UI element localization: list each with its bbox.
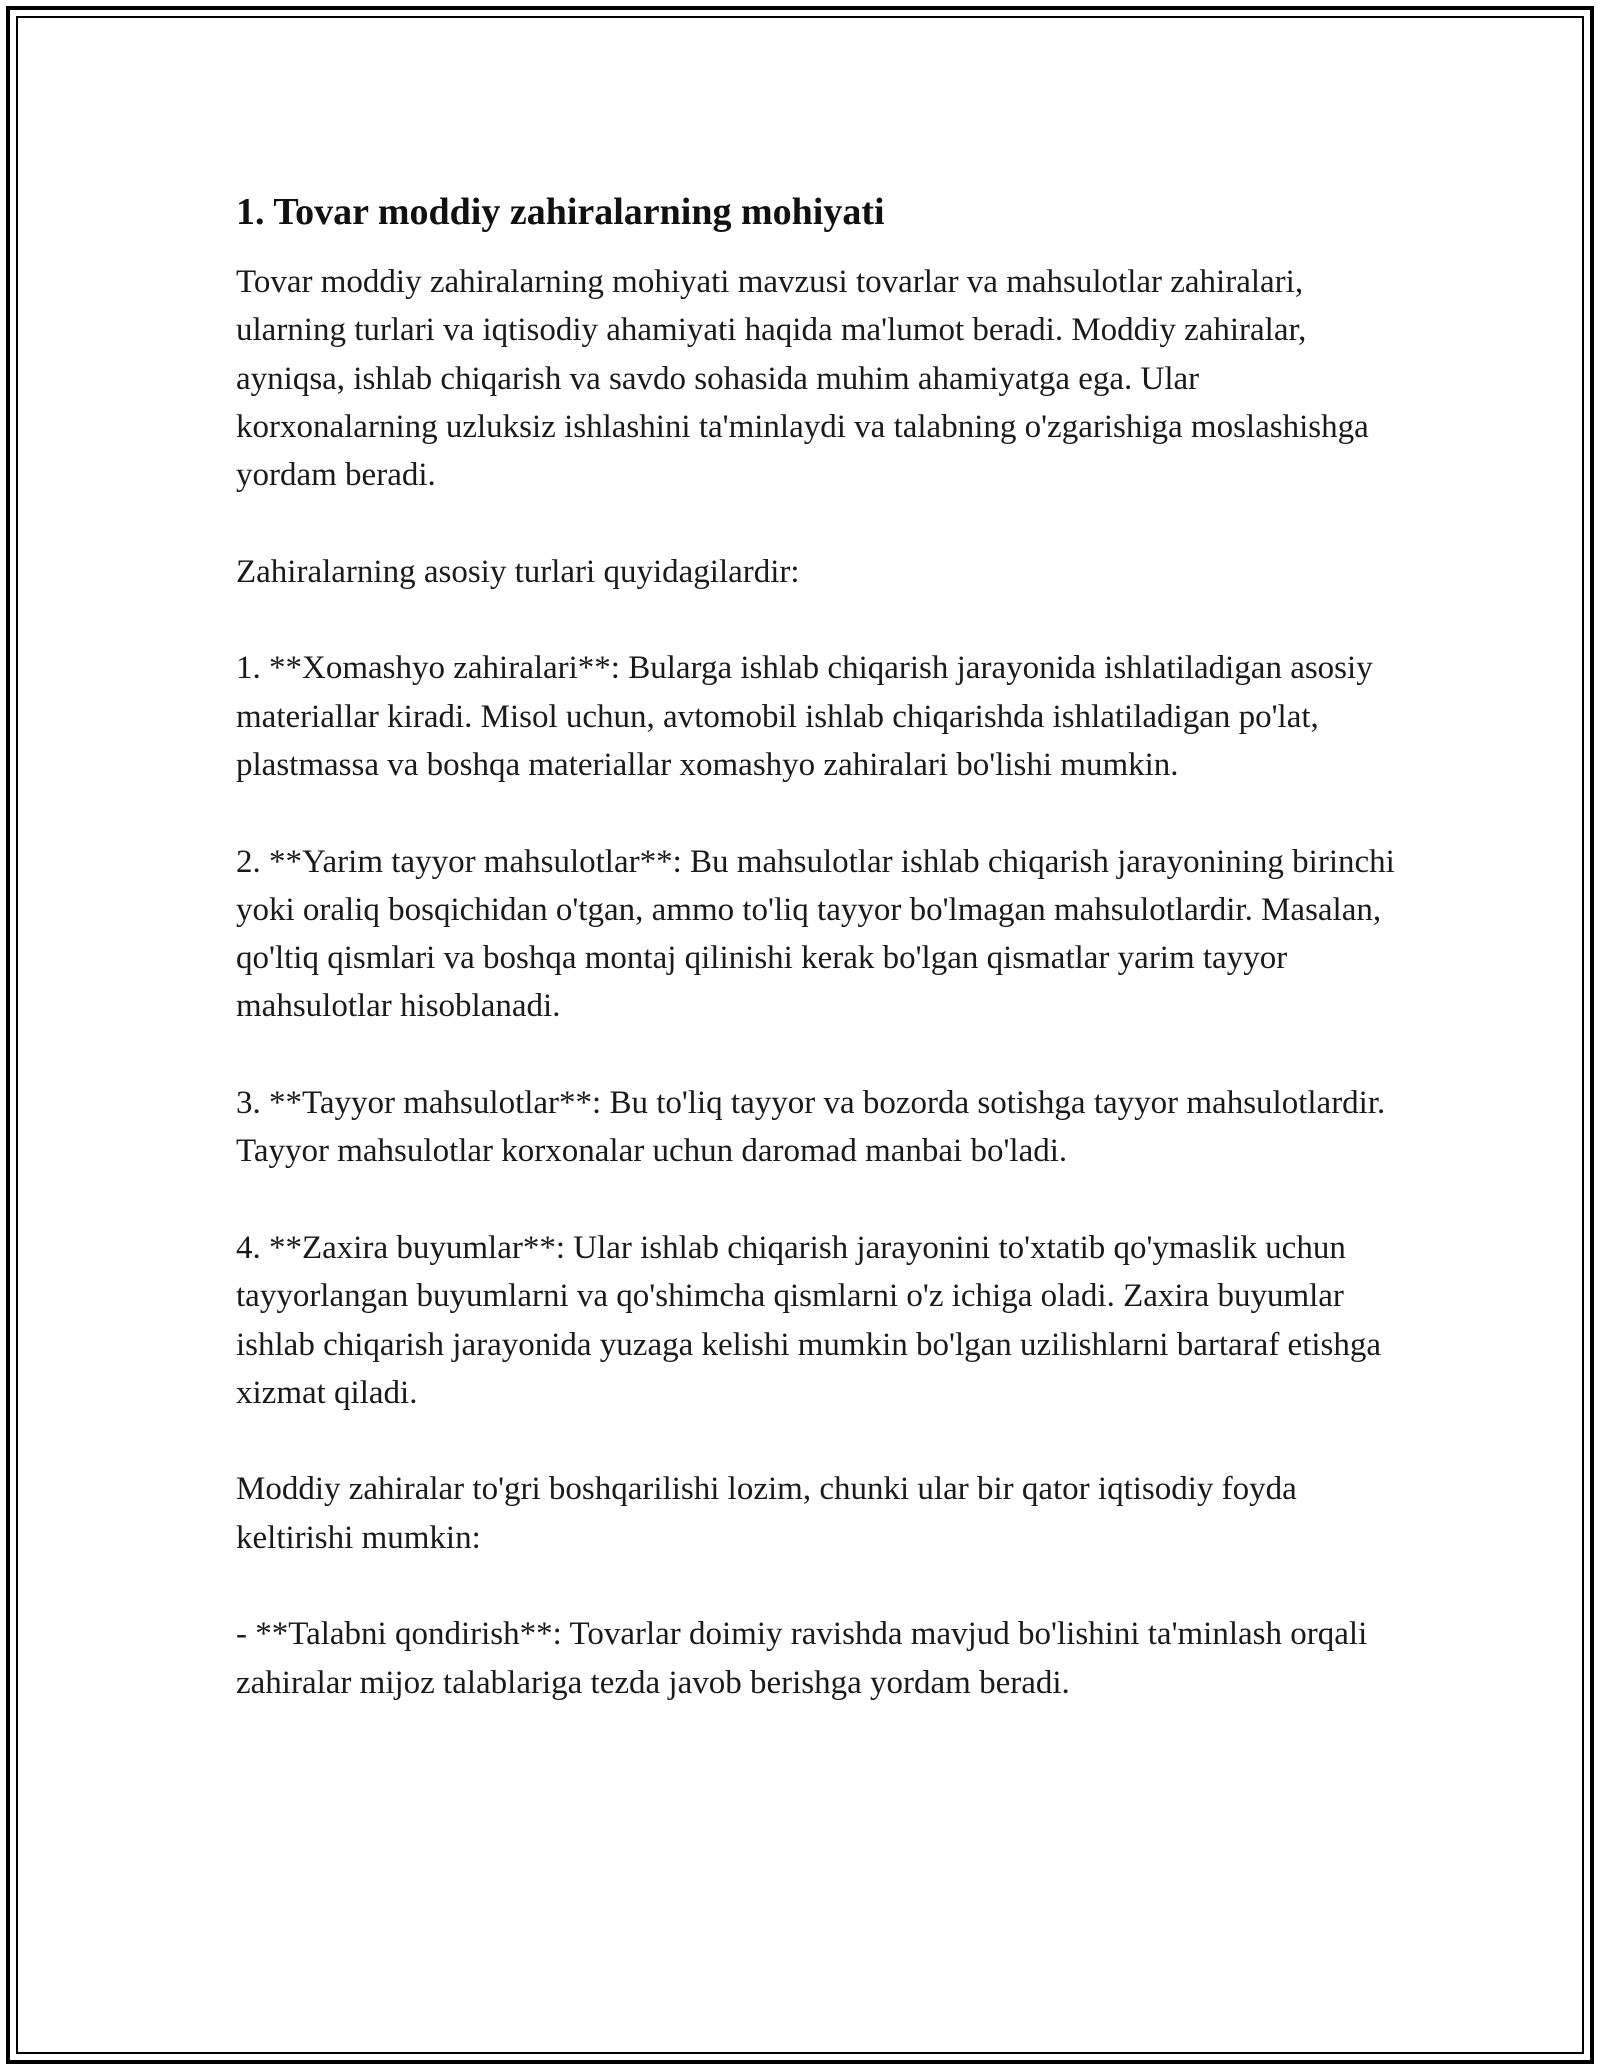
list-item-raw-materials: 1. **Xomashyo zahiralari**: Bularga ishlab chiqarish jarayonida ishlatiladigan asosiy materiallar kiradi. Misol uchun, avtomobil ishlab chiqarishda ishlatiladigan po'lat, plastmassa va boshqa materiallar xomashyo zahiralari bo'lishi mumkin. bbox=[236, 650, 1373, 783]
document-body bbox=[236, 186, 1396, 1707]
list-item-spare-items: 4. **Zaxira buyumlar**: Ular ishlab chiqarish jarayonini to'xtatib qo'ymaslik uchun tayyorlangan buyumlarni va qo'shimcha qismlarni o'z ichiga oladi. Zaxira buyumlar ishlab chiqarish jarayonida yuzaga kelishi mumkin bo'lgan uzilishlarni bartaraf etishga xizmat qiladi. bbox=[236, 1229, 1382, 1411]
paragraph-types-heading: Zahiralarning asosiy turlari quyidagilardir: bbox=[236, 553, 800, 590]
paragraph-intro: Tovar moddiy zahiralarning mohiyati mavzusi tovarlar va mahsulotlar zahiralari, ularning turlari va iqtisodiy ahamiyati haqida ma'lumot beradi. Moddiy zahiralar, ayniqsa, ishlab chiqarish va savdo sohasida muhim ahamiyatga ega. Ular korxonalarning uzluksiz ishlashini ta'minlaydi va talabning o'zgarishiga moslashishga yordam beradi. bbox=[236, 264, 1369, 494]
list-item-semi-finished: 2. **Yarim tayyor mahsulotlar**: Bu mahsulotlar ishlab chiqarish jarayonining birinchi yoki oraliq bosqichidan o'tgan, ammo to'liq tayyor bo'lmagan mahsulotlardir. Masalan, qo'ltiq qismlari va boshqa montaj qilinishi kerak bo'lgan qismatlar yarim tayyor mahsulotlar hisoblanadi. bbox=[236, 843, 1395, 1025]
list-item-finished-products: 3. **Tayyor mahsulotlar**: Bu to'liq tayyor va bozorda sotishga tayyor mahsulotlardir. Tayyor mahsulotlar korxonalar uchun daromad manbai bo'ladi. bbox=[236, 1085, 1386, 1170]
document-title: 1. Tovar moddiy zahiralarning mohiyati bbox=[236, 191, 885, 233]
paragraph-management: Moddiy zahiralar to'gri boshqarilishi lozim, chunki ular bir qator iqtisodiy foyda keltirishi mumkin: bbox=[236, 1471, 1297, 1556]
bullet-item-demand: - **Talabni qondirish**: Tovarlar doimiy ravishda mavjud bo'lishini ta'minlash orqali zahiralar mijoz talablariga tezda javob berishga yordam beradi. bbox=[236, 1616, 1368, 1701]
